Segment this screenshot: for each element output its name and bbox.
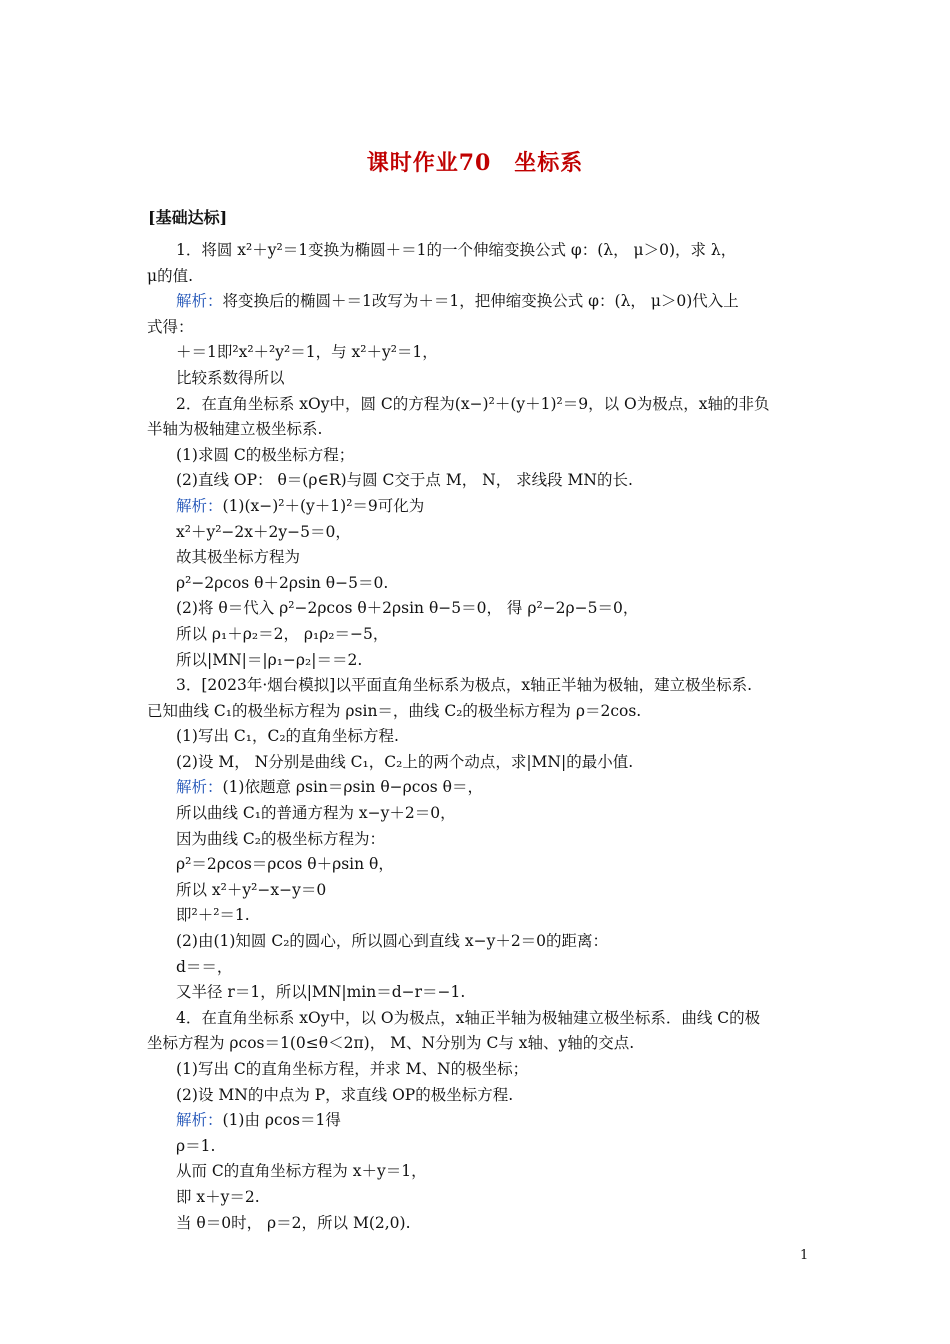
line-text: 所以|MN|＝|ρ₁−ρ₂|＝＝2. [176, 650, 363, 669]
line-text: 即²＋²＝1. [176, 906, 250, 925]
line-text: (2)将 θ＝代入 ρ²−2ρcos θ＋2ρsin θ−5＝0， 得 ρ²−2ρ−5＝0， [176, 599, 639, 618]
text-line [147, 878, 817, 904]
text-line [147, 289, 817, 315]
text-line [147, 1083, 817, 1109]
text-line [147, 955, 817, 981]
text-line [147, 392, 817, 418]
line-text: 所以曲线 C₁的普通方程为 x−y＋2＝0， [176, 804, 456, 823]
text-line [147, 596, 817, 622]
text-line [147, 724, 817, 750]
line-text: (1)依题意 ρsin＝ρsin θ−ρcos θ＝， [222, 778, 483, 797]
text-line [147, 443, 817, 469]
text-line [147, 520, 817, 546]
text-line [147, 571, 817, 597]
text-line [147, 1108, 817, 1134]
text-line [147, 699, 817, 725]
line-text: 坐标方程为 ρcos＝1(0≤θ＜2π)， M、N分别为 C与 x轴、y轴的交点. [147, 1034, 635, 1053]
line-text: d＝＝， [176, 957, 233, 976]
line-text: (1)求圆 C的极坐标方程； [176, 445, 355, 464]
text-line [147, 852, 817, 878]
line-text: μ的值. [147, 266, 194, 285]
line-text: 所以 x²＋y²−x−y＝0 [176, 880, 327, 899]
line-text: x²＋y²−2x＋2y−5＝0， [176, 522, 351, 541]
line-text: 比较系数得所以 [176, 368, 285, 387]
text-line [147, 750, 817, 776]
line-text: 2．在直角坐标系 xOy中，圆 C的方程为(x−)²＋(y＋1)²＝9，以 O为极点，x轴的非负 [176, 394, 770, 413]
text-line [147, 238, 817, 264]
line-text: 即 x＋y＝2. [176, 1187, 260, 1206]
text-line [147, 366, 817, 392]
text-line [147, 545, 817, 571]
line-text: (1)由 ρcos＝1得 [222, 1111, 341, 1130]
page-title: 课时作业70 坐标系 [366, 150, 584, 176]
line-text: (2)直线 OP： θ＝(ρ∈R)与圆 C交于点 M， N， 求线段 MN的长. [176, 471, 633, 490]
text-line [147, 648, 817, 674]
line-text: 又半径 r＝1，所以|MN|min＝d−r＝−1. [176, 983, 466, 1002]
text-line [147, 1031, 817, 1057]
line-text: 因为曲线 C₂的极坐标方程为： [176, 829, 386, 848]
text-line [147, 315, 817, 341]
text-line [147, 673, 817, 699]
line-text: ρ²＝2ρcos＝ρcos θ＋ρsin θ， [176, 855, 394, 874]
line-text: 4．在直角坐标系 xOy中，以 O为极点，x轴正半轴为极轴建立极坐标系．曲线 C的极 [176, 1008, 761, 1027]
text-line [147, 1057, 817, 1083]
line-text: (1)(x−)²＋(y＋1)²＝9可化为 [222, 496, 425, 515]
analysis-label: 解析： [176, 1111, 223, 1130]
document-body [147, 238, 817, 1236]
section-heading: [基础达标] [148, 208, 228, 227]
analysis-label: 解析： [176, 778, 223, 797]
text-line [147, 340, 817, 366]
line-text: 已知曲线 C₁的极坐标方程为 ρsin＝，曲线 C₂的极坐标方程为 ρ＝2cos. [147, 701, 642, 720]
analysis-label: 解析： [176, 292, 223, 311]
line-text: 式得： [147, 317, 194, 336]
text-line [147, 980, 817, 1006]
text-line [147, 1211, 817, 1237]
text-line [147, 1134, 817, 1160]
line-text: 1．将圆 x²＋y²＝1变换为椭圆＋＝1的一个伸缩变换公式 φ：(λ， μ＞0)，求 λ， [176, 241, 737, 259]
line-text: 将变换后的椭圆＋＝1改写为＋＝1，把伸缩变换公式 φ：(λ， μ＞0)代入上 [222, 292, 739, 311]
text-line [147, 827, 817, 853]
line-text: 故其极坐标方程为 [176, 548, 301, 567]
text-line [147, 775, 817, 801]
text-line [147, 622, 817, 648]
line-text: ρ²−2ρcos θ＋2ρsin θ−5＝0. [176, 573, 389, 592]
line-text: 半轴为极轴建立极坐标系. [147, 420, 323, 439]
text-line [147, 264, 817, 290]
line-text: 所以 ρ₁＋ρ₂＝2， ρ₁ρ₂＝−5， [176, 624, 389, 643]
text-line [147, 494, 817, 520]
page-number: 1 [800, 1248, 809, 1263]
line-text: 从而 C的直角坐标方程为 x＋y＝1， [176, 1162, 427, 1181]
text-line [147, 468, 817, 494]
line-text: (2)设 MN的中点为 P，求直线 OP的极坐标方程. [176, 1085, 514, 1104]
text-line [147, 1006, 817, 1032]
line-text: ρ＝1. [176, 1136, 216, 1155]
text-line [147, 903, 817, 929]
line-text: 当 θ＝0时， ρ＝2，所以 M(2,0). [176, 1213, 411, 1232]
analysis-label: 解析： [176, 496, 223, 515]
line-text: (1)写出 C₁，C₂的直角坐标方程. [176, 727, 399, 746]
line-text: (2)由(1)知圆 C₂的圆心，所以圆心到直线 x−y＋2＝0的距离： [176, 932, 609, 951]
text-line [147, 1159, 817, 1185]
line-text: (1)写出 C的直角坐标方程，并求 M、N的极坐标； [176, 1060, 529, 1078]
line-text: 3．[2023年·烟台模拟]以平面直角坐标系为极点，x轴正半轴为极轴，建立极坐标系. [176, 676, 752, 695]
line-text: ＋＝1即²x²＋²y²＝1，与 x²＋y²＝1， [176, 343, 438, 362]
text-line [147, 929, 817, 955]
text-line [147, 801, 817, 827]
text-line [147, 417, 817, 443]
text-line [147, 1185, 817, 1211]
line-text: (2)设 M， N分别是曲线 C₁，C₂上的两个动点，求|MN|的最小值. [176, 752, 634, 771]
